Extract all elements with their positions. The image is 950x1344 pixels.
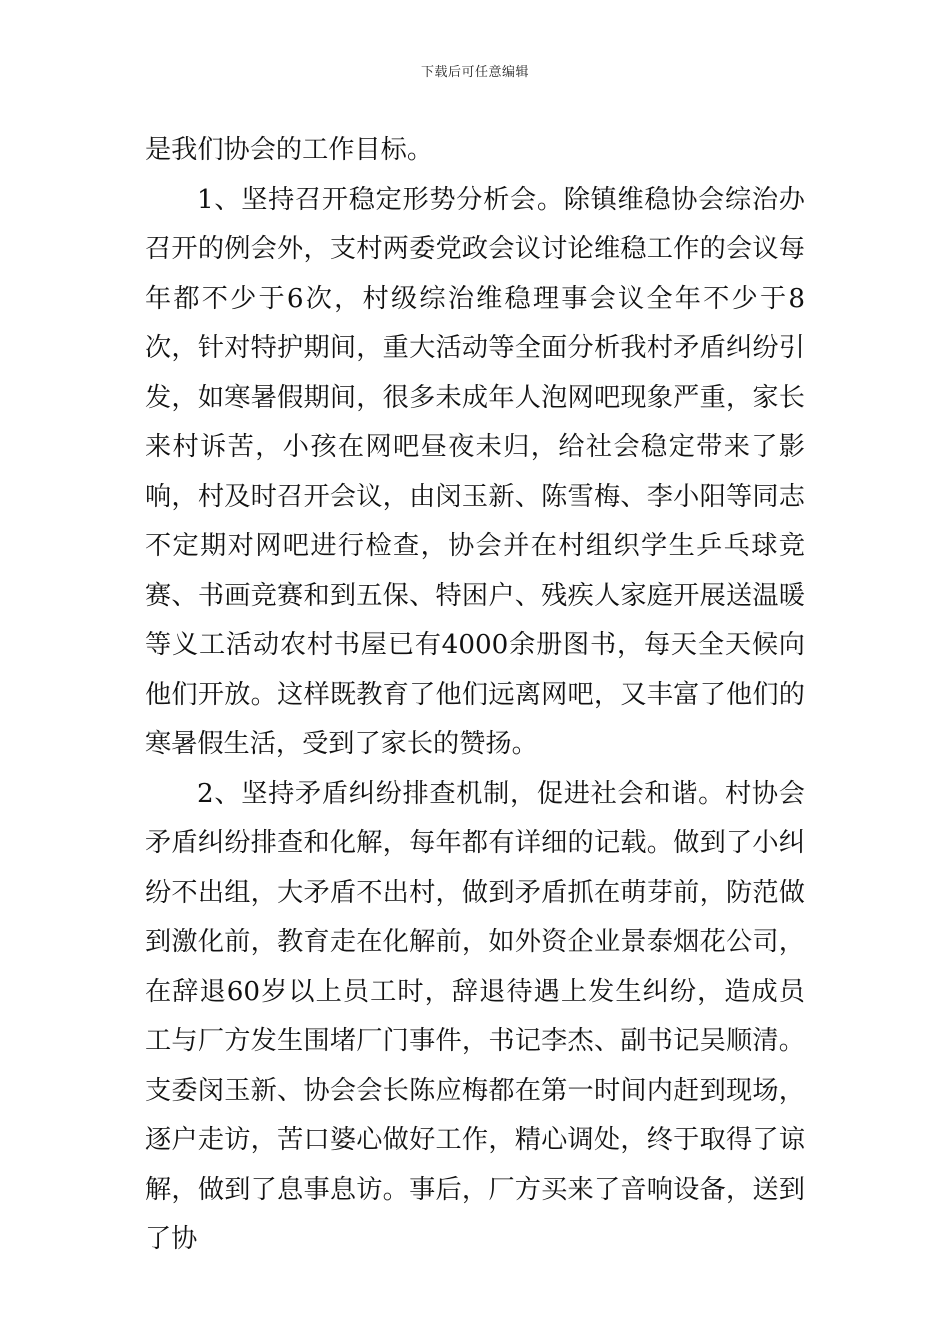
paragraph-item-1: 1、坚持召开稳定形势分析会。除镇维稳协会综治办召开的例会外，支村两委党政会议讨论维稳工作的会议每年都不少于6次，村级综治维稳理事会议全年不少于8次，针对特护期间，重大活动等全面分析我村矛盾纠纷引发，如寒暑假期间，很多未成年人泡网吧现象严重，家长来村诉苦，小孩在网吧昼夜未归，给社会稳定带来了影响，村及时召开会议，由闵玉新、陈雪梅、李小阳等同志不定期对网吧进行检查，协会并在村组织学生乒乓球竞赛、书画竞赛和到五保、特困户、残疾人家庭开展送温暖等义工活动农村书屋已有4000余册图书，每天全天候向他们开放。这样既教育了他们远离网吧，又丰富了他们的寒暑假生活，受到了家长的赞扬。: [145, 184, 805, 759]
paragraph-continuation: 是我们协会的工作目标。: [145, 135, 434, 165]
document-body: [145, 126, 805, 1265]
page-header: 下载后可任意编辑: [420, 65, 529, 80]
paragraph-item-2: 2、坚持矛盾纠纷排查机制，促进社会和谐。村协会矛盾纠纷排查和化解，每年都有详细的记载。做到了小纠纷不出组，大矛盾不出村，做到矛盾抓在萌芽前，防范做到激化前，教育走在化解前，如外资企业景泰烟花公司，在辞退60岁以上员工时，辞退待遇上发生纠纷，造成员工与厂方发生围堵厂门事件，书记李杰、副书记吴顺清。支委闵玉新、协会会长陈应梅都在第一时间内赶到现场，逐户走访，苦口婆心做好工作，精心调处，终于取得了谅解，做到了息事息访。事后，厂方买来了音响设备，送到了协: [145, 778, 805, 1254]
